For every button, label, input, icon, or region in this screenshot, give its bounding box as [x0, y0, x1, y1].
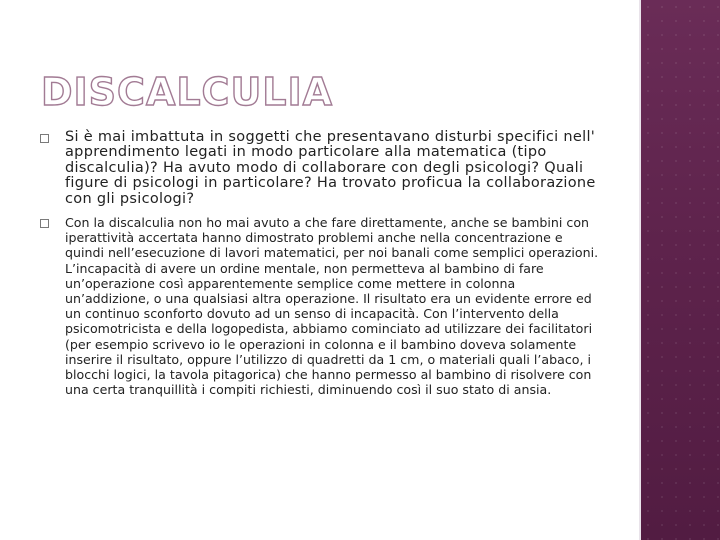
bullet-question [40, 130, 600, 207]
bullet-square-icon [40, 134, 49, 143]
decorative-side-panel [641, 0, 720, 540]
bullet-list [40, 130, 600, 397]
bullet-question-text: Si è mai imbattuta in soggetti che presentavano disturbi specifici nell' apprendimento legati in modo particolare alla matematica (tipo discalculia)? Ha avuto modo di collaborare con degli psicologi? Quali figure di psicologi in particolare? Ha trovato proficua la collaborazione con gli psicologi? [65, 129, 596, 207]
bullet-answer-text: Con la discalculia non ho mai avuto a che fare direttamente, anche se bambini con iperattività accertata hanno dimostrato problemi anche nella concentrazione e quindi nell’esecuzione di lavori matematici, per noi banali come semplici operazioni. L’incapacità di avere un ordine mentale, non permetteva al bambino di fare un’operazione così apparentemente semplice come mettere in colonna un’addizione, o una qualsiasi altra operazione. Il risultato era un evidente errore ed un continuo sconforto dovuto ad un senso di incapacità. Con l’intervento della psicomotricista e della logopedista, abbiamo cominciato ad utilizzare dei facilitatori (per esempio scrivevo io le operazioni in colonna e il bambino doveva solamente inserire il risultato, oppure l’utilizzo di quadretti da 1 cm, o materiali quali l’abaco, i blocchi logici, la tavola pitagorica) che hanno permesso al bambino di risolvere con una certa tranquillità i compiti richiesti, diminuendo così il suo stato di ansia. [65, 215, 599, 398]
slide-title: DISCALCULIA [41, 70, 334, 114]
bullet-answer [40, 215, 600, 397]
bullet-square-icon [40, 219, 49, 228]
